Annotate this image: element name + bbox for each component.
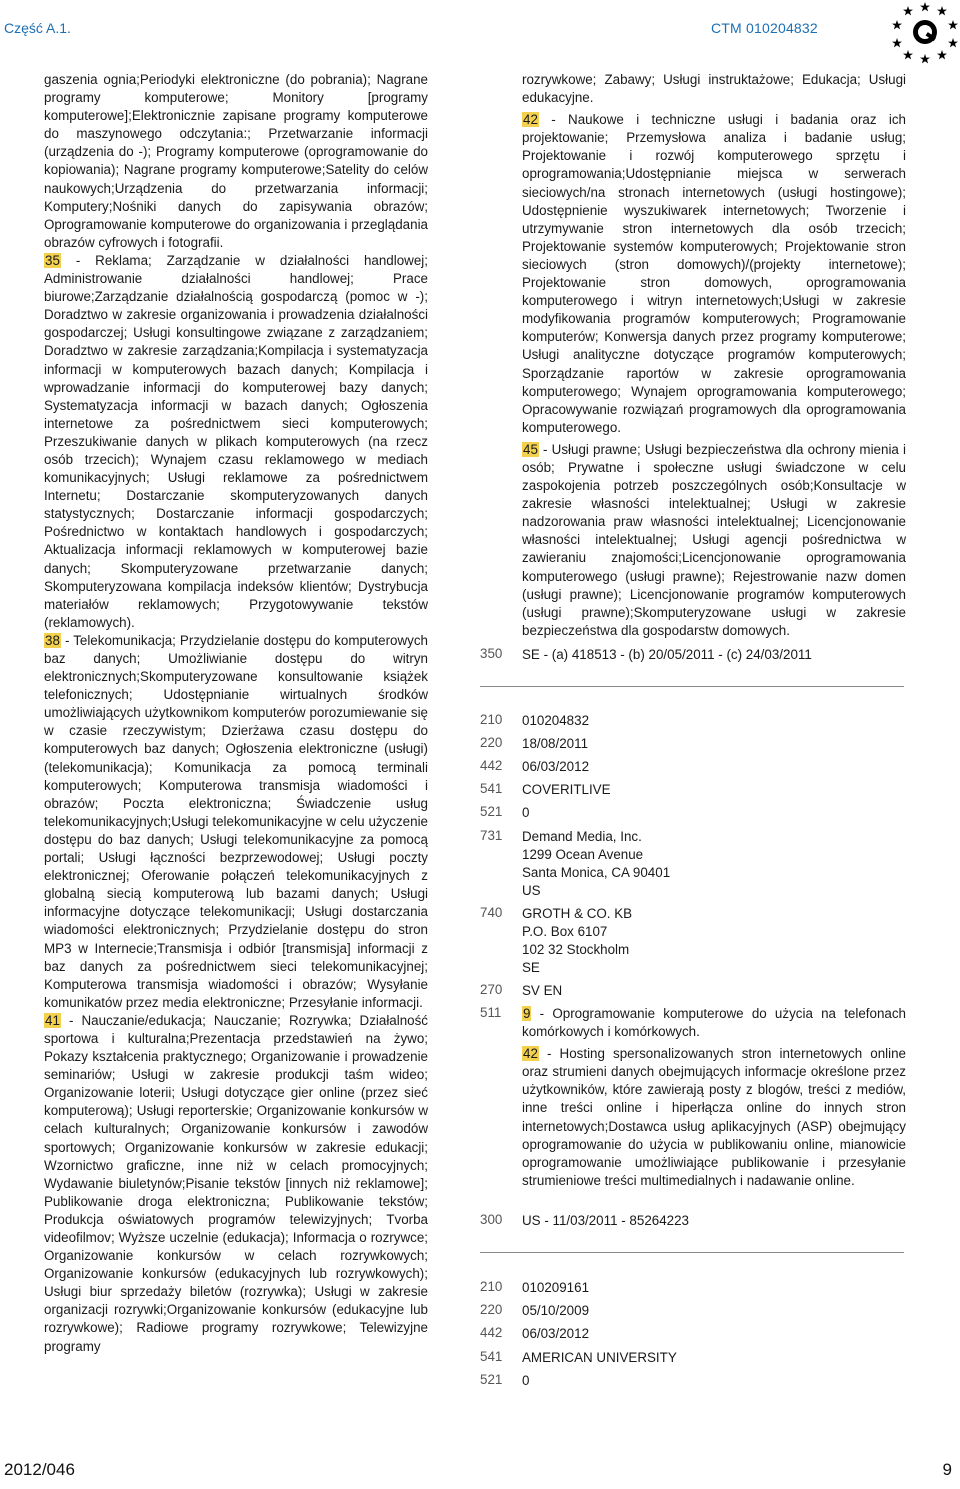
- ctm-number: CTM 010204832: [711, 20, 818, 36]
- class-35-badge: 35: [45, 252, 60, 268]
- class-42-entry: [522, 1045, 906, 1190]
- applicant-block: [522, 828, 906, 900]
- class-9-text: - Oprogramowanie komputerowe do użycia na telefonach komórkowych i komórkowych.: [522, 1006, 906, 1040]
- class-42-text: - Naukowe i techniczne usługi i badania oraz ich projektowanie; Przemysłowa analiza i badanie usług; Projektowanie i rozwój komputerowego sprzętu i oprogramowania;Udostępnianie miejsca w serwerach sieciowych/na stronach internetowych (usługi hostingowe); Udostępnienie wyszukiwarek internetowych; Tworzenie i utrzymywanie stron internetowych dla osób trzecich; Projektowanie systemów komputerowych; Projektowanie stron sieciowych (stron domowych)/(projekty internetowe); Projektowanie stron domowych, oprogramowania komputerowego i witryn internetowych;Usługi w zakresie modyfikowania programów komputerowych; Programowanie komputerów; Konwersja danych przez programy komputerowe; Usługi analityczne dotyczące programów komputerowych; Sporządzanie raportów w zakresie oprogramowania komputerowego; Wynajem oprogramowania komputerowego; Opracowywanie rozwiązań programowych dla oprogramowania komputerowego.: [522, 112, 906, 435]
- right-column-continued: [522, 71, 906, 640]
- field-code-740: 740: [480, 905, 503, 920]
- continued-text: rozrywkowe; Zabawy; Usługi instruktażowe; Edukacja; Usługi edukacyjne.: [522, 72, 906, 106]
- applicant-street: 1299 Ocean Avenue: [522, 847, 644, 863]
- representative-country: SE: [522, 960, 540, 976]
- record-separator: [480, 686, 904, 687]
- class-38-badge: 38: [45, 632, 60, 648]
- class-45-badge: 45: [523, 441, 538, 457]
- field-code-300: 300: [480, 1212, 503, 1227]
- class-35-entry: [44, 252, 428, 632]
- continued-text: gaszenia ognia;Periodyki elektroniczne (do pobrania); Nagrane programy komputerowe; Monitory [programy komputerowe];Elektronicznie zapisane programy komputerowe do maszynowego odczytania:; Przetwarzanie informacji (urządzenia do -); Programy komputerowe (oprogramowanie do kopiowania); Nagrane programy komputerowe;Satelity do celów naukowych;Urządzenia do przetwarzania informacji; Komputery;Nośniki danych do zapisywania obrazów; Oprogramowanie komputerowe do organizowania i przeglądania obrazów cyfrowych i fotografii.: [44, 72, 428, 250]
- representative-city: 102 32 Stockholm: [522, 942, 630, 958]
- field-code-521: 521: [480, 804, 503, 819]
- priority-value: SE - (a) 418513 - (b) 20/05/2011 - (c) 24/03/2011: [522, 647, 812, 662]
- class-42-badge: 42: [523, 112, 538, 128]
- class-9-entry: [522, 1005, 906, 1041]
- field-code-210: 210: [480, 1279, 503, 1294]
- issue-number: 2012/046: [4, 1460, 75, 1479]
- class-38-text: - Telekomunikacja; Przydzielanie dostępu do komputerowych baz danych; Umożliwianie dostępu do witryn elektronicznych;Skomputeryzowane konsultowanie książek telefonicznych; Udostępnianie wirtualnych środków umożliwiających użytkownikom komputerów porozumiewanie się w czasie rzeczywistym; Dzierżawa czasu dostępu do komputerowych baz danych; Ogłoszenia elektroniczne (usługi) (telekomunikacja); Komunikacja za pomocą terminali komputerowych; Komputerowa transmisja wiadomości i obrazów; Poczta elektroniczna; Świadczenie usług telekomunikacyjnych;Usługi telekomunikacyjne w celu użyczenie dostępu do baz danych; Usługi telekomunikacyjne za pomocą portali; Usługi łączności bezprzewodowej; Usługi poczty elektronicznej; Oferowanie połączeń telekomunikacyjnych z globalną siecią komputerową lub bazami danych; Usługi informacyjne dotyczące telekomunikacji; Usługi dostarczania wiadomości elektronicznych; Przydzielanie dostępu do stron MP3 w Internecie;Transmisja i odbiór [transmisja] informacji z baz danych za pośrednictwem sieci telekomunikacyjnej; Komputerowa transmisja wiadomości i obrazów; Wysyłanie komunikatów przez media elektroniczne; Przesyłanie informacji.: [44, 632, 428, 1010]
- field-code-220: 220: [480, 1302, 503, 1317]
- field-code-731: 731: [480, 828, 503, 843]
- application-number: 010204832: [522, 713, 590, 728]
- field-code-442: 442: [480, 758, 503, 773]
- class-41-badge: 41: [45, 1012, 60, 1028]
- mark-text: AMERICAN UNIVERSITY: [522, 1350, 677, 1365]
- field-code-210: 210: [480, 712, 503, 727]
- priority-value: US - 11/03/2011 - 85264223: [522, 1213, 690, 1228]
- field-code-521: 521: [480, 1372, 503, 1387]
- part-label: Część A.1.: [4, 20, 71, 36]
- representative-pobox: P.O. Box 6107: [522, 924, 608, 940]
- languages: SV EN: [522, 983, 563, 998]
- field-521-value: 0: [522, 805, 530, 820]
- class-35-text: - Reklama; Zarządzanie w działalności handlowej; Administrowanie działalności handlowej; Prace biurowe;Zarządzanie działalnością gospodarczą (pomoc w -); Doradztwo w zakresie organizowania i prowadzenia działalności gospodarczej; Usługi konsultingowe związane z zarządzaniem; Doradztwo w zakresie zarządzania;Kompilacja i systematyzacja informacji w komputerowych bazach danych; Kompilacja i wprowadzanie informacji do komputerowej bazy danych; Systematyzacja informacji w bazach danych; Ogłoszenia internetowe za pośrednictwem sieci komputerowych; Przeszukiwanie danych w plikach komputerowych (na rzecz osób trzecich); Wynajem czasu reklamowego w mediach komunikacyjnych; Usługi reklamowe za pośrednictwem Internetu; Dostarczanie skomputeryzowanych danych statystycznych; Dostarczanie informacji gospodarczych; Pośrednictwo w kontaktach handlowych i gospodarczych; Aktualizacja informacji reklamowych w komputerowej bazie danych; Skomputeryzowane przetwarzanie danych; Skomputeryzowana kompilacja indeksów klientów; Dystrybucja materiałów reklamowych; Przygotowywanie tekstów (reklamowych).: [44, 252, 428, 630]
- representative-block: [522, 905, 906, 977]
- ohim-emblem-icon: [890, 0, 960, 64]
- field-code-220: 220: [480, 735, 503, 750]
- applicant-country: US: [522, 883, 541, 899]
- class-41-entry: [44, 1012, 428, 1356]
- field-code-442: 442: [480, 1325, 503, 1340]
- field-code-541: 541: [480, 781, 503, 796]
- class-38-entry: [44, 632, 428, 1012]
- filing-date: 05/10/2009: [522, 1303, 590, 1318]
- application-number: 010209161: [522, 1280, 590, 1295]
- mark-text: COVERITLIVE: [522, 782, 611, 797]
- left-column: [44, 71, 428, 1356]
- class-9-badge: 9: [523, 1006, 531, 1021]
- representative-name: GROTH & CO. KB: [522, 906, 633, 921]
- class-45-text: - Usługi prawne; Usługi bezpieczeństwa dla ochrony mienia i osób; Prywatne i społeczne usługi świadczone w celu zaspokojenia potrzeb poszczególnych osób;Konsultacje w zakresie własności intelektualnej; Usługi w zakresie nadzorowania praw własności intelektualnej; Licencjonowanie własności intelektualnej; Usługi agencji pośrednictwa w zawieraniu znajomości;Licencjonowanie oprogramowania komputerowego (usługi prawne); Rejestrowanie nazw domen (usługi prawne); Licencjonowanie programów komputerowych (usługi prawne);Skomputeryzowane usługi w zakresie bezpieczeństwa dla gospodarstw domowych.: [522, 441, 906, 638]
- field-code-541: 541: [480, 1349, 503, 1364]
- publication-date: 06/03/2012: [522, 1326, 590, 1341]
- class-41-text: - Nauczanie/edukacja; Nauczanie; Rozrywka; Działalność sportowa i kulturalna;Prezentacja przedstawień na żywo; Pokazy kształcenia praktycznego; Organizowanie i prowadzenie seminariów; Usługi w zakresie produkcji taśm wideo; Organizowanie loterii; Usługi dotyczące gier online (przez sieć komputerową); Usługi reporterskie; Organizowanie konkursów w celach kulturalnych; Organizowanie konkursów i zawodów sportowych; Organizowanie konkursów w zakresie edukacji; Wzornictwo graficzne, inne niż w celach promocyjnych; Wydawanie biuletynów;Pisanie tekstów [innych niż reklamowe]; Publikowanie droga elektroniczna; Publikowanie tekstów; Produkcja oświatowych programów telewizyjnych; Tvorba videofilmov; Wyższe uczelnie (edukacja); Informacja o rozrywce; Organizowanie konkursów w celach rozrywkowych; Organizowanie konkursów (edukacyjnych lub rozrywkowych); Usługi biur sprzedaży biletów (rozrywka); Usługi w zakresie organizacji rozrywki;Organizowanie konkursów (edukacyjne lub rozrywkowe); Radiowe programy rozrywkowe; Telewizyjne programy: [44, 1012, 428, 1354]
- field-521-value: 0: [522, 1373, 530, 1388]
- applicant-city: Santa Monica, CA 90401: [522, 865, 671, 881]
- class-42-entry: [522, 111, 906, 437]
- page-number: 9: [942, 1460, 952, 1479]
- goods-services-block: [522, 1005, 906, 1190]
- filing-date: 18/08/2011: [522, 736, 589, 751]
- publication-date: 06/03/2012: [522, 759, 590, 774]
- field-code-511: 511: [480, 1005, 502, 1020]
- class-45-entry: [522, 441, 906, 640]
- field-code-270: 270: [480, 982, 503, 997]
- applicant-name: Demand Media, Inc.: [522, 829, 642, 844]
- class-42-badge: 42: [523, 1046, 538, 1062]
- record-separator: [480, 1252, 904, 1253]
- class-42-text: - Hosting spersonalizowanych stron internetowych online oraz strumieni danych obejmujących informacje określone przez użytkowników, które zawierają posty z blogów, treści z mediów, inne treści online i hiperłącza online do innych stron internetowych;Dostawca usług aplikacyjnych (ASP) obejmujący oprogramowanie do użycia w publikowaniu online, mianowicie oprogramowanie umożliwiające publikowanie i przesyłanie strumieniowe treści multimedialnych i nadawanie online.: [522, 1046, 906, 1188]
- field-code-350: 350: [480, 646, 503, 661]
